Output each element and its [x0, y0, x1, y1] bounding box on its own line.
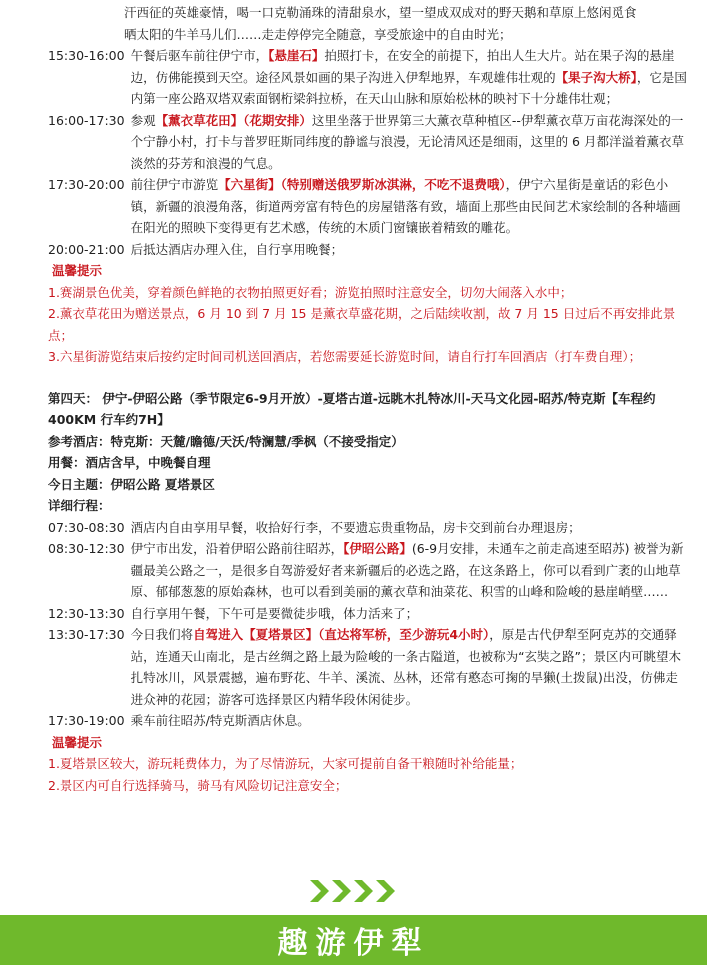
schedule-desc: 乘车前往昭苏/特克斯酒店休息。 [130, 713, 310, 728]
desc-text: ，原是古代伊犁至阿克苏的交通驿站，连通天山南北，是古丝绸之路上最为险峻的一条古隘道，也被称为“玄奘之路”；景区内可眺望木扎特冰川，风景震撼，遍布野花、牛羊、溪流、丛林，还常有憨态可掬的旱獭(土拨鼠)出没，仿佛走进众神的花园；游客可选择景区内精华段休闲徒步。 [130, 627, 682, 707]
desc-text: 午餐后驱车前往伊宁市， [130, 48, 269, 63]
schedule-time: 07:30-08:30 [48, 519, 125, 535]
tip-item: 3.六星街游览结束后按约定时间司机送回酒店，若您需要延长游览时间，请自行打车回酒店（打车费自理）； [48, 349, 642, 364]
desc-text: 今日我们将 [130, 627, 194, 642]
desc-text: 参观 [130, 112, 156, 128]
highlight-text: 自驾进入【夏塔景区】（直达将军桥，至少游玩4小时） [193, 627, 490, 642]
intro-line-2: 晒太阳的牛羊马儿们……走走停停完全随意，享受旅途中的自由时光； [124, 26, 512, 42]
schedule-time: 20:00-21:00 [48, 241, 125, 257]
hotel-info: 参考酒店：特克斯：天麓/瞻德/天沃/特澜慧/季枫（不接受指定） [48, 433, 404, 449]
schedule-time: 15:30-16:00 [48, 48, 125, 63]
meal-info: 用餐：酒店含早，中晚餐自理 [48, 455, 211, 470]
desc-text: 拍照打卡，在安全的前提下，拍出人生大片。站在果子沟的悬崖边，仿佛能摸到天空。途径风景如画的果子沟进入伊犁地界，车观雄伟壮观的 [130, 48, 675, 85]
schedule-time: 08:30-12:30 [48, 541, 125, 556]
footer-title: 趣游伊犁 [277, 926, 430, 961]
schedule-desc [131, 538, 687, 603]
schedule-desc [131, 174, 687, 239]
footer-banner [0, 915, 707, 965]
schedule-row [0, 624, 707, 710]
tip-item: 2.薰衣草花田为赠送景点，6 月 10 到 7 月 15 是薰衣草盛花期，之后陆续收割，故 7 月 15 日过后不再安排此景点； [48, 306, 676, 343]
highlight-text: 【果子沟大桥】 [555, 69, 637, 85]
schedule-desc: 后抵达酒店办理入住，自行享用晚餐； [130, 241, 344, 257]
schedule-row [0, 174, 707, 239]
schedule-row [0, 110, 707, 175]
schedule-desc [131, 110, 687, 175]
section-gap [0, 368, 707, 388]
chevron-right-icon [310, 880, 395, 902]
desc-text: 前往伊宁市游览 [130, 177, 219, 192]
schedule-row [0, 45, 707, 110]
schedule-row [0, 517, 707, 539]
schedule-row [0, 239, 707, 261]
desc-text: ，伊宁六星街是童话的彩色小镇，新疆的浪漫角落，街道两旁富有特色的房屋错落有致，墙面上那些由民间艺术家绘制的各种墙画在阳光的照映下变得更有艺术感，传统的木质门窗镶嵌着精致的雕花。 [130, 177, 681, 235]
schedule-time: 16:00-17:30 [48, 112, 125, 128]
desc-text: 这里坐落于世界第三大薰衣草种植区--伊犁薰衣草万亩花海深处的一个宁静小村，打卡与普罗旺斯同纬度的静谧与浪漫，无论清风还是细雨，这里的 6 月都洋溢着薰衣草淡然的芬芳和浪漫的气息。 [130, 112, 684, 171]
day-heading: 第四天： 伊宁-伊昭公路（季节限定6-9月开放）-夏塔古道-远眺木扎特冰川-天马文化园-昭苏/特克斯【车程约400KM 行车约7H】 [48, 390, 656, 427]
desc-text: (6-9月安排，未通车之前走高速至昭苏) 被誉为新疆最美公路之一，是很多自驾游爱好者来新疆后的必选之路，在这条路上，你可以看到广袤的山地草原、郁郁葱葱的原始森林，也可以看到美丽的薰衣草和油菜花、积雪的山峰和险峻的悬崖峭壁…… [130, 541, 684, 599]
highlight-text: 【六星街】（特别赠送俄罗斯冰淇淋，不吃不退费哦） [218, 177, 506, 192]
desc-text: 伊宁市出发，沿着伊昭公路前往昭苏， [130, 541, 344, 556]
schedule-time: 17:30-20:00 [48, 177, 125, 192]
intro-line-1: 汗西征的英雄豪情，喝一口克勒涌珠的清甜泉水，望一望成双成对的野天鹅和草原上悠闲觅食 [124, 5, 637, 20]
tips-title: 温馨提示 [52, 263, 103, 278]
schedule-time: 13:30-17:30 [48, 627, 125, 642]
schedule-row [0, 603, 707, 625]
schedule-desc: 酒店内自由享用早餐，收拾好行李，不要遗忘贵重物品，房卡交到前台办理退房； [130, 519, 581, 535]
schedule-row [0, 710, 707, 732]
schedule-desc [131, 624, 687, 710]
tip-item: 1.赛湖景色优美，穿着颜色鲜艳的衣物拍照更好看；游览拍照时注意安全，切勿大闹落入水中； [48, 284, 573, 300]
desc-text: ，它是国内第一座公路双塔双索面钢桁梁斜拉桥，在天山山脉和原始松林的映衬下十分雄伟壮观； [130, 69, 687, 106]
tips-title: 温馨提示 [52, 734, 103, 750]
tip-item: 1.夏塔景区较大，游玩耗费体力，为了尽情游玩，大家可提前自备干粮随时补给能量； [48, 756, 523, 771]
tip-item: 2.景区内可自行选择骑马，骑马有风险切记注意安全； [48, 777, 348, 793]
schedule-row [0, 538, 707, 603]
highlight-text: 【悬崖石】 [268, 48, 325, 63]
schedule-desc: 自行享用午餐，下午可是要微徒步哦，体力活来了； [130, 605, 419, 621]
schedule-time: 12:30-13:30 [48, 605, 125, 621]
highlight-text: 【薰衣草花田】（花期安排） [155, 112, 312, 128]
itinerary-label: 详细行程： [48, 498, 111, 513]
schedule-time: 17:30-19:00 [48, 713, 125, 728]
theme-info: 今日主题：伊昭公路 夏塔景区 [48, 476, 215, 492]
schedule-desc [131, 45, 687, 110]
highlight-text: 【伊昭公路】 [343, 541, 412, 556]
